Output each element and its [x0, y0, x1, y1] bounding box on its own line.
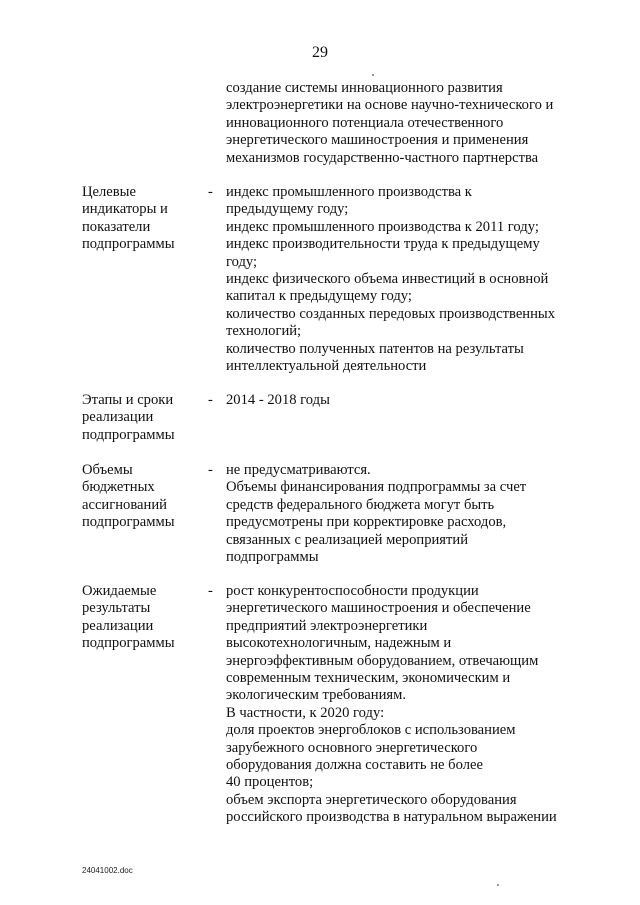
- section-text-results: [226, 583, 586, 827]
- text-line: высокотехнологичным, надежным и: [226, 635, 452, 652]
- section-text-indicators: [226, 184, 586, 375]
- section-dash: -: [208, 583, 213, 599]
- text-line: электроэнергетики на основе научно-технического и: [226, 97, 554, 114]
- text-line: доля проектов энергоблоков с использованием: [226, 722, 516, 739]
- text-line: энергоэффективным оборудованием, отвечающим: [226, 652, 539, 669]
- section-dash: -: [208, 462, 213, 478]
- section-label-results: [82, 583, 202, 653]
- text-line: не предусматриваются.: [226, 462, 371, 478]
- text-line: энергетического машиностроения и обеспечение: [226, 600, 531, 617]
- text-line: российского производства в натуральном выражении: [226, 809, 557, 826]
- text-line: рост конкурентоспособности продукции: [226, 583, 479, 599]
- text-line: подпрограммы: [226, 549, 319, 566]
- text-line: объем экспорта энергетического оборудования: [226, 791, 517, 808]
- text-line: экологическим требованиям.: [226, 687, 406, 704]
- section-label-stages: [82, 392, 202, 444]
- text-line: предприятий электроэнергетики: [226, 617, 428, 634]
- text-line: инновационного потенциала отечественного: [226, 114, 504, 131]
- text-line: 40 процентов;: [226, 774, 314, 791]
- text-line: предусмотрены при корректировке расходов,: [226, 514, 507, 531]
- text-line: индекс промышленного производства к 2011 году;: [226, 218, 539, 235]
- label-line: бюджетных: [82, 479, 155, 496]
- label-line: результаты: [82, 600, 151, 617]
- label-line: подпрограммы: [82, 635, 175, 652]
- label-line: реализации: [82, 617, 154, 634]
- text-line: Объемы финансирования подпрограммы за счет: [226, 479, 527, 496]
- scan-speck: [497, 884, 499, 886]
- section-label-budget: [82, 462, 202, 532]
- text-line: индекс производительности труда к предыдущему: [226, 236, 540, 253]
- text-line: индекс промышленного производства к: [226, 184, 472, 200]
- text-line: механизмов государственно-частного партнерства: [226, 149, 539, 166]
- label-line: Целевые: [82, 184, 136, 200]
- continuation-text: [226, 80, 586, 167]
- text-line: 2014 - 2018 годы: [226, 392, 330, 408]
- section-label-indicators: [82, 184, 202, 254]
- label-line: показатели: [82, 218, 151, 235]
- text-line: капитал к предыдущему году;: [226, 288, 412, 305]
- section-dash: -: [208, 184, 213, 200]
- text-line: современным техническим, экономическим и: [226, 670, 511, 687]
- label-line: Ожидаемые: [82, 583, 157, 599]
- text-line: зарубежного основного энергетического: [226, 739, 478, 756]
- section-text-budget: [226, 462, 586, 566]
- scan-speck: [372, 74, 374, 76]
- text-line: оборудования должна составить не более: [226, 757, 483, 774]
- text-line: интеллектуальной деятельности: [226, 358, 427, 375]
- label-line: подпрограммы: [82, 426, 175, 443]
- page-number: 29: [312, 44, 328, 61]
- text-line: средств федерального бюджета могут быть: [226, 496, 495, 513]
- label-line: ассигнований: [82, 496, 167, 513]
- text-line: энергетического машиностроения и применения: [226, 132, 529, 149]
- label-line: Этапы и сроки: [82, 392, 174, 408]
- text-line: индекс физического объема инвестиций в основной: [226, 271, 549, 288]
- label-line: реализации: [82, 409, 154, 426]
- text-line: количество созданных передовых производственных: [226, 305, 556, 322]
- text-line: предыдущему году;: [226, 201, 349, 218]
- text-line: году;: [226, 253, 258, 270]
- text-line: связанных с реализацией мероприятий: [226, 531, 469, 548]
- label-line: подпрограммы: [82, 514, 175, 531]
- section-text-stages: [226, 392, 586, 409]
- label-line: индикаторы и: [82, 201, 168, 218]
- text-line: технологий;: [226, 323, 302, 340]
- footer-filename: 24041002.doc: [82, 866, 133, 875]
- text-line: количество полученных патентов на результаты: [226, 340, 524, 357]
- label-line: Объемы: [82, 462, 133, 478]
- text-line: В частности, к 2020 году:: [226, 704, 385, 721]
- text-line: создание системы инновационного развития: [226, 80, 503, 96]
- label-line: подпрограммы: [82, 236, 175, 253]
- section-dash: -: [208, 392, 213, 408]
